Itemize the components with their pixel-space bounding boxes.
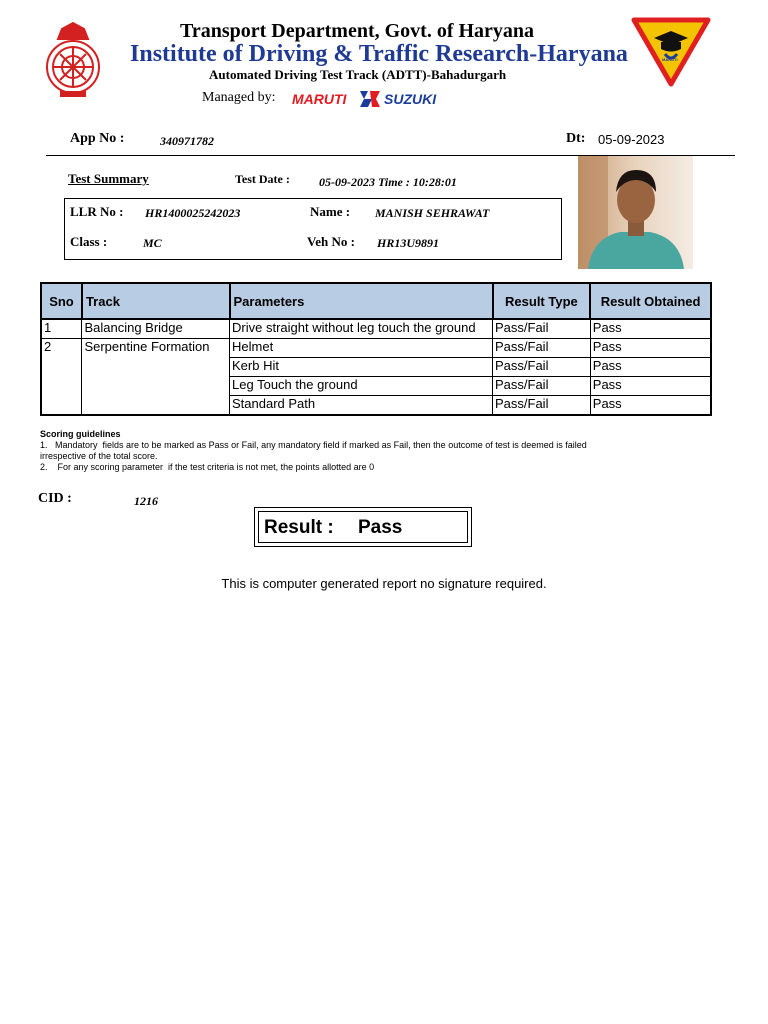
- row-result-obtained: Pass: [590, 319, 711, 339]
- track-title: Automated Driving Test Track (ADTT)-Bahadurgarh: [209, 67, 507, 82]
- suzuki-s-logo-icon: [358, 89, 382, 109]
- row-track: Serpentine Formation: [82, 339, 230, 416]
- guideline-item-1: 1. Mandatory fields are to be marked as Pass or Fail, any mandatory field if marked as Fail, then the outcome of test is deemed is failed: [40, 440, 587, 450]
- header-parameters: Parameters: [230, 283, 493, 319]
- row-parameter: Standard Path: [230, 396, 493, 416]
- cid-label: CID :: [38, 491, 72, 506]
- row-parameter: Drive straight without leg touch the ground: [230, 319, 493, 339]
- sponsor-suzuki-text: SUZUKI: [384, 91, 437, 107]
- result-box: [254, 507, 472, 547]
- row-result-obtained: Pass: [590, 358, 711, 377]
- row-result-obtained: Pass: [590, 396, 711, 416]
- result-box-inner: [258, 511, 468, 543]
- department-title: Transport Department, Govt. of Haryana: [180, 20, 535, 42]
- header-result-obtained: Result Obtained: [590, 283, 711, 319]
- veh-no-value: HR13U9891: [377, 236, 440, 250]
- name-value: MANISH SEHRAWAT: [375, 206, 490, 220]
- row-result-type: Pass/Fail: [493, 377, 591, 396]
- row-result-type: Pass/Fail: [493, 396, 591, 416]
- footer-note: This is computer generated report no signature required.: [221, 576, 547, 591]
- header-sno: Sno: [41, 283, 82, 319]
- sponsor-maruti-text: MARUTI: [292, 91, 347, 107]
- row-result-type: Pass/Fail: [493, 339, 591, 358]
- class-value: MC: [143, 236, 162, 250]
- header-result-type: Result Type: [493, 283, 591, 319]
- guideline-item-1-cont: irrespective of the total score.: [40, 451, 158, 461]
- row-sno: 2: [41, 339, 82, 416]
- guideline-item-2: 2. For any scoring parameter if the test criteria is not met, the points allotted are 0: [40, 462, 375, 472]
- row-track: Balancing Bridge: [82, 319, 230, 339]
- test-results-table: [40, 282, 712, 416]
- date-value: 05-09-2023: [598, 132, 665, 147]
- llr-no-label: LLR No :: [70, 204, 124, 219]
- row-parameter: Helmet: [230, 339, 493, 358]
- header-track: Track: [82, 283, 230, 319]
- table-row: [41, 339, 711, 358]
- name-label: Name :: [310, 204, 351, 219]
- test-summary-heading: Test Summary: [68, 171, 149, 186]
- veh-no-label: Veh No :: [307, 234, 355, 249]
- result-label: Result :: [264, 517, 334, 538]
- idtr-logo-icon: [630, 16, 712, 88]
- date-label: Dt:: [566, 131, 586, 146]
- result-value: Pass: [358, 517, 403, 538]
- row-result-type: Pass/Fail: [493, 319, 591, 339]
- app-no-label: App No :: [70, 131, 125, 146]
- row-result-type: Pass/Fail: [493, 358, 591, 377]
- guidelines-title: Scoring guidelines: [40, 429, 121, 439]
- row-parameter: Leg Touch the ground: [230, 377, 493, 396]
- table-header-row: [41, 283, 711, 319]
- idtr-logo-text: MARUTI: [662, 57, 678, 62]
- llr-no-value: HR1400025242023: [145, 206, 241, 220]
- table-row: [41, 319, 711, 339]
- candidate-photo: [578, 156, 693, 269]
- managed-by-label: Managed by:: [202, 90, 276, 105]
- row-parameter: Kerb Hit: [230, 358, 493, 377]
- row-result-obtained: Pass: [590, 377, 711, 396]
- test-date-label: Test Date :: [235, 172, 290, 186]
- row-result-obtained: Pass: [590, 339, 711, 358]
- class-label: Class :: [70, 234, 108, 249]
- cid-value: 1216: [134, 494, 158, 508]
- institute-title: Institute of Driving & Traffic Research-Haryana: [130, 41, 628, 67]
- app-no-value: 340971782: [160, 134, 214, 148]
- row-sno: 1: [41, 319, 82, 339]
- test-date-value: 05-09-2023 Time : 10:28:01: [319, 175, 457, 189]
- haryana-emblem-icon: [40, 15, 106, 99]
